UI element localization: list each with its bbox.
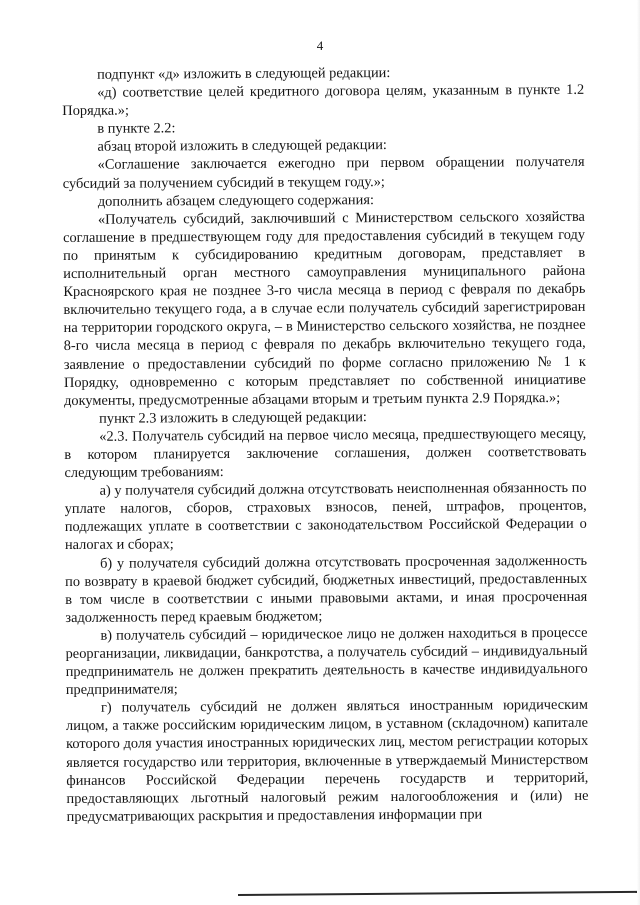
paragraph: «д) соответствие целей кредитного договора целям, указанным в пункте 1.2 Порядка.»;: [62, 81, 585, 120]
paragraph: г) получатель субсидий не должен являться иностранным юридическим лицом, а также российским юридическим лицом, в уставном (складочном) капитале которого доля участия иностранных юридических лиц, местом регистрации которых является государство или территория, включенные в утверждаемый Министерством финансов Российской Федерации перечень государств и территорий, предоставляющих льготный налоговый режим налогообложения и (или) не предусматривающих раскрытия и предоставления информации при: [65, 697, 589, 825]
paragraph: в) получатель субсидий – юридическое лицо не должен находиться в процессе реорганизации, ликвидации, банкротства, а получатель субсидий – индивидуальный предприниматель не должен прекратить деятельность в качестве индивидуального предпринимателя;: [65, 624, 588, 699]
paragraph: дополнить абзацем следующего содержания:: [97, 191, 374, 210]
document-body: [62, 63, 589, 826]
paragraph: абзац второй изложить в следующей редакции:: [97, 137, 387, 156]
paragraph: пункт 2.3 изложить в следующей редакции:: [99, 408, 367, 427]
paragraph: а) у получателя субсидий должна отсутствовать неисполненная обязанность по уплате налогов, сборов, страховых взносов, пеней, штрафов, процентов, подлежащих уплате в соответствии с законодательством Российской Федерации о налогах и сборах;: [64, 479, 587, 554]
page-number: 4: [316, 38, 324, 53]
paragraph: в пункте 2.2:: [97, 120, 176, 138]
paragraph: «Соглашение заключается ежегодно при первом обращении получателя субсидий за получением субсидий в текущем году.»;: [62, 154, 585, 192]
bottom-rule: [238, 891, 640, 896]
paragraph: «2.3. Получатель субсидий на первое число месяца, предшествующего месяцу, в котором планируется заключение соглашения, должен соответствовать следующим требованиям:: [64, 425, 587, 482]
paragraph: «Получатель субсидий, заключивший с Министерством сельского хозяйства соглашение в предшествующем году для предоставления субсидий в текущем году по принятым к субсидированию кредитным договорам, представляет в исполнительный орган местного самоуправления муниципального района Красноярского края не позднее 3-го числа месяца в период с февраля по декабрь включительно текущего года, а в случае если получатель субсидий зарегистрирован на территории городского округа, – в Министерство сельского хозяйства, не позднее 8-го числа месяца в период с февраля по декабрь включительно текущего года, заявление о предоставлении субсидий по форме согласно приложению № 1 к Порядку, одновременно с которым представляет по собственной инициативе документы, предусмотренные абзацами вторым и третьим пункта 2.9 Порядка.»;: [63, 208, 586, 409]
paragraph: подпункт «д» изложить в следующей редакции:: [97, 64, 391, 83]
paragraph: б) у получателя субсидий должна отсутствовать просроченная задолженность по возврату в краевой бюджет субсидий, бюджетных инвестиций, предоставленных в том числе в соответствии с иными правовыми актами, и иная просроченная задолженность перед краевым бюджетом;: [65, 552, 588, 626]
